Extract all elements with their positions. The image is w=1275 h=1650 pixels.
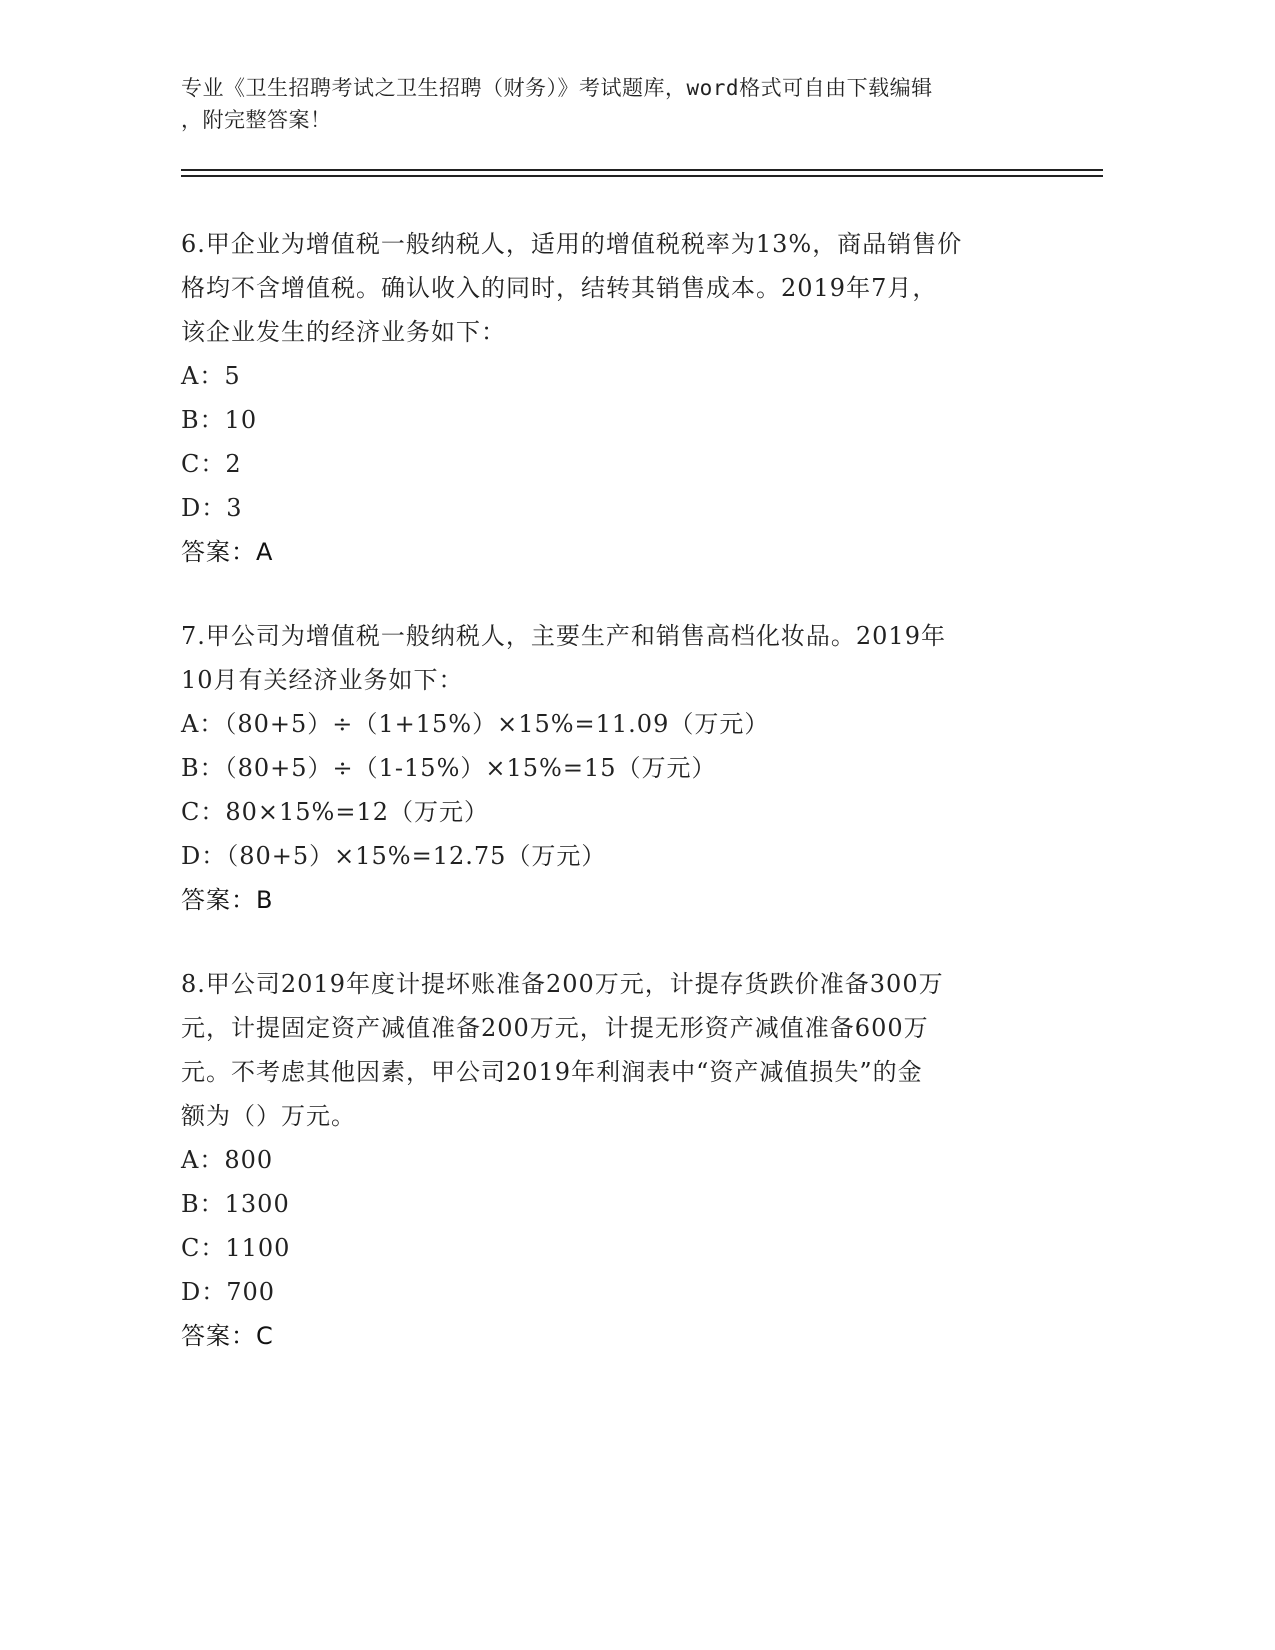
question-stem: [181, 962, 1061, 1138]
option-b: B：1300: [181, 1190, 290, 1218]
answer-label: 答案：B: [181, 886, 274, 914]
question-stem-line: 元，计提固定资产减值准备200万元，计提无形资产减值准备600万: [181, 1014, 929, 1042]
question-stem-line: 额为（）万元。: [181, 1102, 356, 1130]
question-stem-line: 10月有关经济业务如下：: [181, 666, 464, 694]
question-stem: [181, 222, 1061, 354]
option-a: A：800: [181, 1146, 274, 1174]
question-7: [181, 614, 1061, 922]
option-d: D：3: [181, 494, 243, 522]
document-header: [181, 72, 1061, 136]
question-stem-line: 8.甲公司2019年度计提坏账准备200万元，计提存货跌价准备300万: [181, 970, 944, 998]
option-c: C：1100: [181, 1234, 291, 1262]
question-8: [181, 962, 1061, 1358]
option-a: A：（80+5）÷（1+15%）×15%=11.09（万元）: [181, 710, 770, 738]
answer-label: 答案：C: [181, 1322, 274, 1350]
question-stem-line: 元。不考虑其他因素，甲公司2019年利润表中“资产减值损失”的金: [181, 1058, 923, 1086]
question-6: [181, 222, 1061, 574]
question-stem-line: 该企业发生的经济业务如下：: [181, 318, 506, 346]
option-c: C：80×15%=12（万元）: [181, 798, 490, 826]
question-stem-line: 7.甲公司为增值税一般纳税人，主要生产和销售高档化妆品。2019年: [181, 622, 946, 650]
question-stem-line: 格均不含增值税。确认收入的同时，结转其销售成本。2019年7月，: [181, 274, 938, 302]
option-b: B：（80+5）÷（1-15%）×15%=15（万元）: [181, 754, 717, 782]
option-d: D：（80+5）×15%=12.75（万元）: [181, 842, 607, 870]
option-b: B：10: [181, 406, 258, 434]
question-stem-line: 6.甲企业为增值税一般纳税人，适用的增值税税率为13%，商品销售价: [181, 230, 963, 258]
header-divider-top: [181, 169, 1103, 171]
header-title-line-1: 专业《卫生招聘考试之卫生招聘（财务）》考试题库，word格式可自由下载编辑: [181, 76, 933, 100]
header-title-line-2: ，附完整答案！: [181, 108, 332, 132]
header-divider-bottom: [181, 175, 1103, 177]
option-a: A：5: [181, 362, 241, 390]
option-c: C：2: [181, 450, 242, 478]
option-d: D：700: [181, 1278, 276, 1306]
answer-label: 答案：A: [181, 538, 274, 566]
question-stem: [181, 614, 1061, 702]
